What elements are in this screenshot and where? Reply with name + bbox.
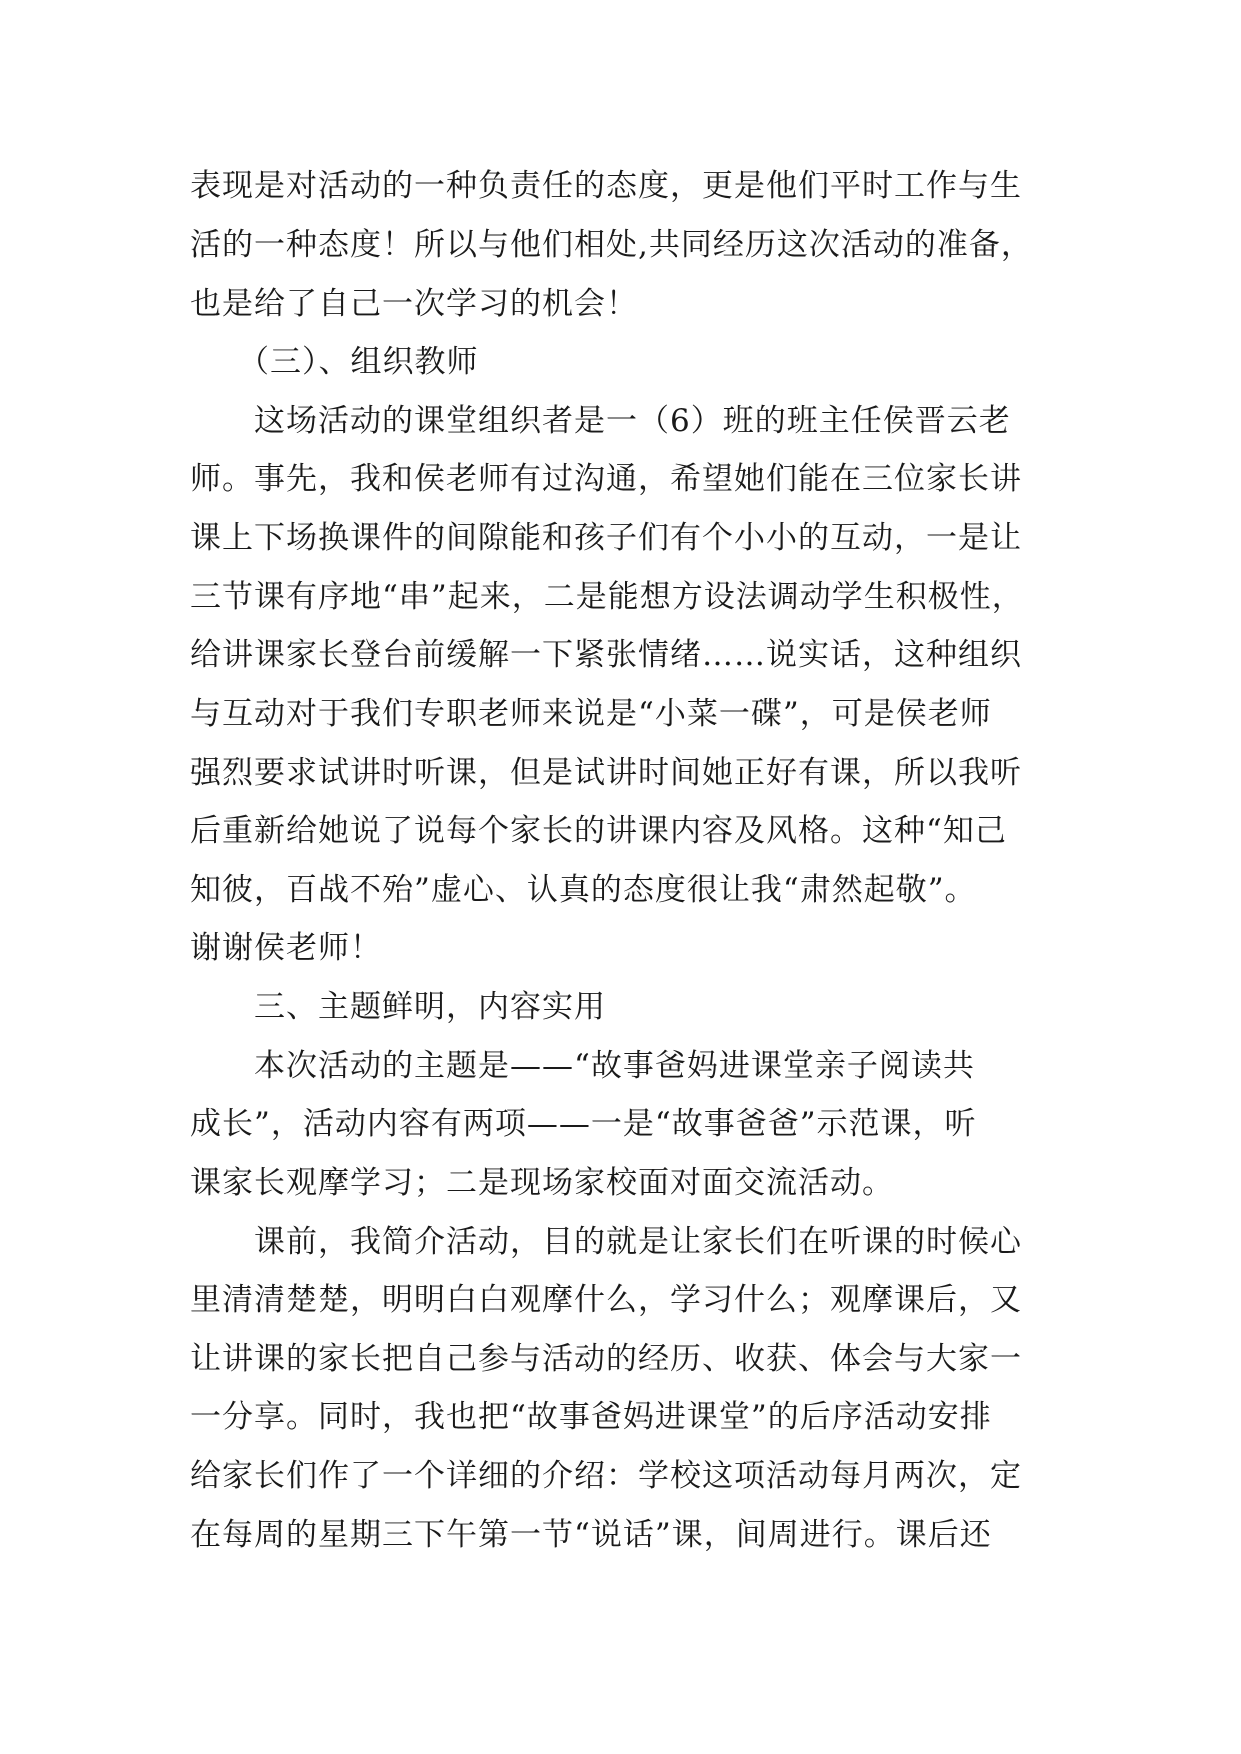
text-line: 在每周的星期三下午第一节“说话”课，间周进行。课后还 bbox=[190, 1517, 992, 1553]
text-line: 谢谢侯老师！ bbox=[190, 930, 382, 966]
section-heading: 三、主题鲜明，内容实用 bbox=[254, 989, 606, 1025]
text-line: 这场活动的课堂组织者是一（6）班的班主任侯晋云老 bbox=[254, 403, 1011, 439]
text-line: 里清清楚楚，明明白白观摩什么，学习什么；观摩课后，又 bbox=[190, 1282, 1022, 1318]
text-line: 师。事先，我和侯老师有过沟通，希望她们能在三位家长讲 bbox=[190, 461, 1022, 497]
text-line: 与互动对于我们专职老师来说是“小菜一碟”，可是侯老师 bbox=[190, 696, 992, 732]
text-line: 本次活动的主题是——“故事爸妈进课堂亲子阅读共 bbox=[254, 1048, 975, 1084]
text-line: 课前，我简介活动，目的就是让家长们在听课的时候心 bbox=[254, 1224, 1022, 1260]
text-line: 强烈要求试讲时听课，但是试讲时间她正好有课，所以我听 bbox=[190, 755, 1022, 791]
text-line: 让讲课的家长把自己参与活动的经历、收获、体会与大家一 bbox=[190, 1341, 1022, 1377]
text-line: 给家长们作了一个详细的介绍：学校这项活动每月两次，定 bbox=[190, 1458, 1022, 1494]
text-line: 课家长观摩学习；二是现场家校面对面交流活动。 bbox=[190, 1165, 894, 1201]
text-line: 三节课有序地“串”起来，二是能想方设法调动学生积极性， bbox=[190, 579, 1024, 615]
text-line: 一分享。同时，我也把“故事爸妈进课堂”的后序活动安排 bbox=[190, 1399, 992, 1435]
text-line: 成长”，活动内容有两项——一是“故事爸爸”示范课，听 bbox=[190, 1106, 977, 1142]
text-line: 给讲课家长登台前缓解一下紧张情绪……说实话，这种组织 bbox=[190, 637, 1022, 673]
text-line: 活的一种态度！所以与他们相处,共同经历这次活动的准备， bbox=[190, 227, 1033, 263]
section-heading: （三）、组织教师 bbox=[238, 344, 479, 380]
text-line: 知彼，百战不殆”虚心、认真的态度很让我“肃然起敬”。 bbox=[190, 872, 977, 908]
text-line: 后重新给她说了说每个家长的讲课内容及风格。这种“知己 bbox=[190, 813, 1007, 849]
text-line: 表现是对活动的一种负责任的态度，更是他们平时工作与生 bbox=[190, 168, 1022, 204]
text-line: 课上下场换课件的间隙能和孩子们有个小小的互动，一是让 bbox=[190, 520, 1022, 556]
text-line: 也是给了自己一次学习的机会！ bbox=[190, 286, 638, 322]
